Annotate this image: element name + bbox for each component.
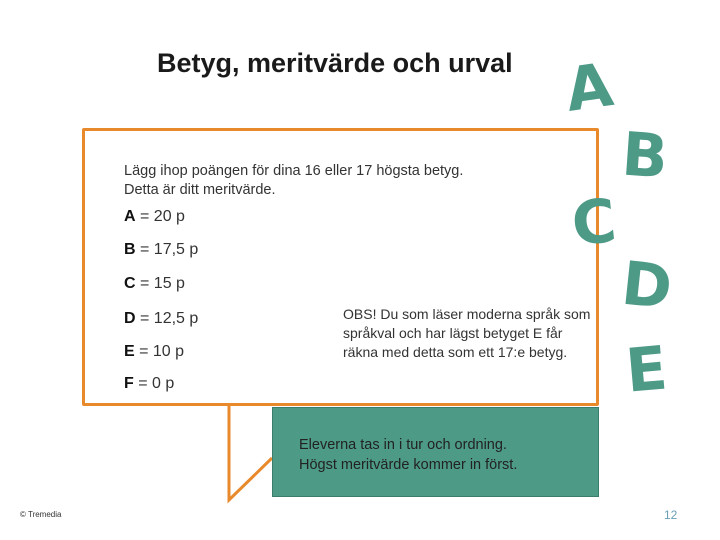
slide-title: Betyg, meritvärde och urval xyxy=(157,48,513,78)
big-letter-c: C xyxy=(568,185,620,261)
info-line-1: Eleverna tas in i tur och ordning. xyxy=(299,437,507,453)
big-letter-b: B xyxy=(619,119,671,193)
intro-line-2: Detta är ditt meritvärde. xyxy=(124,182,276,198)
grade-row-e xyxy=(124,343,184,361)
intro-text xyxy=(124,162,463,200)
grade-points: = 10 p xyxy=(134,343,185,360)
big-letter-d: D xyxy=(618,248,676,324)
info-line-2: Högst meritvärde kommer in först. xyxy=(299,457,518,473)
obs-note: OBS! Du som läser moderna språk som språkval och har lägst betyget E får räkna med detta som ett 17:e betyg. xyxy=(343,306,591,360)
grade-letter: E xyxy=(124,343,135,360)
grade-points: = 20 p xyxy=(135,208,185,225)
footer-copyright: © Tremedia xyxy=(20,510,62,519)
grade-row-a xyxy=(124,208,185,226)
page-number: 12 xyxy=(664,508,678,522)
grade-letter: A xyxy=(124,208,136,225)
grade-points: = 17,5 p xyxy=(135,241,199,258)
grade-row-f xyxy=(124,375,174,393)
big-letter-e: E xyxy=(623,333,670,407)
grade-letter: F xyxy=(124,375,134,392)
grade-row-d xyxy=(124,310,198,328)
info-box-text xyxy=(299,435,517,475)
intro-line-1: Lägg ihop poängen för dina 16 eller 17 högsta betyg. xyxy=(124,163,464,179)
grade-letter: B xyxy=(124,241,136,258)
grade-points: = 15 p xyxy=(135,275,185,292)
grade-points: = 12,5 p xyxy=(135,310,199,327)
grade-row-c xyxy=(124,275,185,293)
grade-letter: D xyxy=(124,310,136,327)
grade-points: = 0 p xyxy=(133,375,175,392)
grade-row-b xyxy=(124,241,198,259)
big-letter-a: A xyxy=(561,50,618,126)
grade-letter: C xyxy=(124,275,136,292)
